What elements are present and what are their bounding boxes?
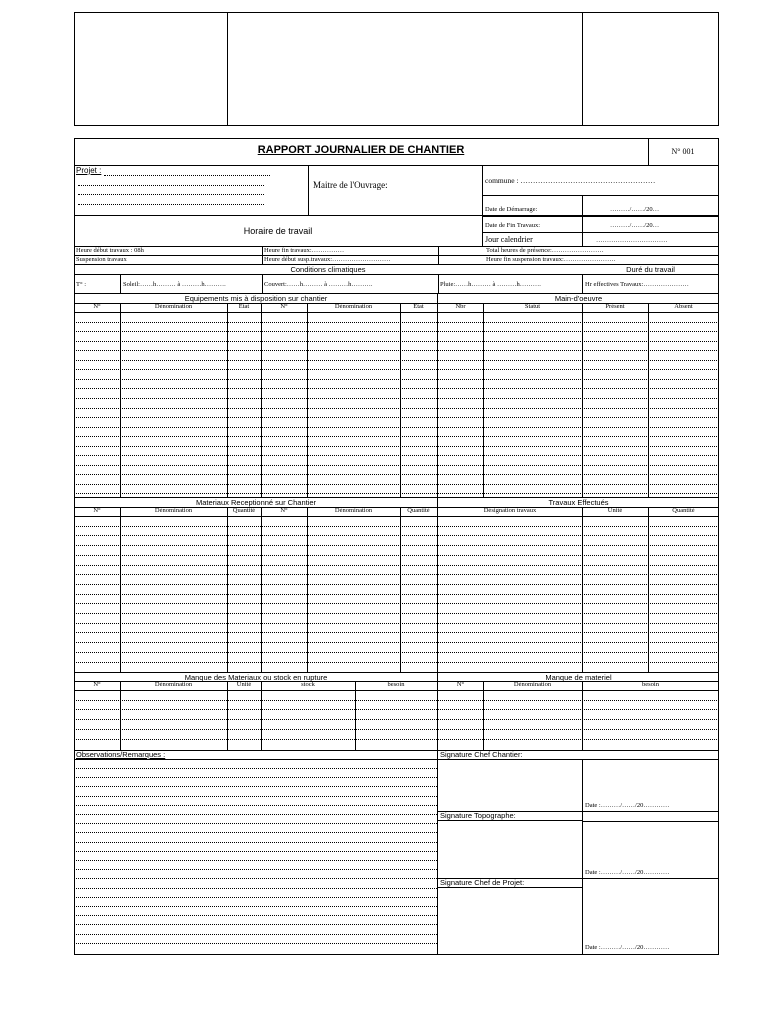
table-row-line xyxy=(74,603,719,604)
letterhead-frame xyxy=(74,12,719,126)
observation-line xyxy=(74,924,437,925)
row-line xyxy=(74,312,719,313)
column-header: N° xyxy=(93,303,101,310)
table-row-line xyxy=(74,331,719,332)
observation-line xyxy=(74,768,437,769)
column-header: Etat xyxy=(413,303,424,310)
table-row-line xyxy=(74,360,719,361)
heure-fin: Heure fin travaux:…………… xyxy=(264,247,345,254)
col-line xyxy=(120,507,121,672)
observation-line xyxy=(74,943,437,944)
hr-effectives: Hr effectives Travaux:………………… xyxy=(585,281,689,288)
table-row-line xyxy=(74,493,719,494)
conditions-climatiques: Conditions climatiques xyxy=(290,265,366,274)
jour-calendrier-value: …………………………… xyxy=(596,237,668,244)
temperature: T° : xyxy=(76,281,87,288)
section-travaux: Travaux Effectués xyxy=(548,498,609,507)
column-header: Dénomination xyxy=(154,507,193,514)
signature-chef-chantier: Signature Chef Chantier: xyxy=(440,750,523,759)
column-header: N° xyxy=(280,303,288,310)
report-title: RAPPORT JOURNALIER DE CHANTIER xyxy=(257,144,465,156)
col-line xyxy=(307,303,308,497)
column-header: Quantité xyxy=(407,507,430,514)
table-row-line xyxy=(74,545,719,546)
projet-line xyxy=(104,175,270,176)
table-row-line xyxy=(74,535,719,536)
projet-line xyxy=(78,204,264,205)
col-line xyxy=(648,507,649,672)
row-line xyxy=(582,821,719,822)
column-header: besoin xyxy=(642,681,659,688)
row-line xyxy=(438,887,582,888)
row-line xyxy=(74,165,719,166)
observation-line xyxy=(74,934,437,935)
col-line xyxy=(308,165,309,215)
horaire-label: Horaire de travail xyxy=(243,226,313,236)
col-line xyxy=(582,759,583,955)
observation-line xyxy=(74,860,437,861)
table-row-line xyxy=(74,446,719,447)
column-header: N° xyxy=(280,507,288,514)
row-line xyxy=(74,516,719,517)
projet-line xyxy=(78,194,264,195)
total-heures: Total heures de présence:…………………… xyxy=(486,247,604,254)
duree-travail: Duré du travail xyxy=(626,265,675,274)
section-equipements: Equipements mis à disposition sur chantier xyxy=(184,294,328,303)
col-line xyxy=(261,507,262,672)
observations-label: Observations/Remarques : xyxy=(76,750,166,759)
col-line xyxy=(262,274,263,293)
suspension: Suspension travaux xyxy=(76,256,127,263)
table-row-line xyxy=(74,613,719,614)
table-row-line xyxy=(74,709,719,710)
observation-line xyxy=(74,878,437,879)
table-row-line xyxy=(74,484,719,485)
col-line xyxy=(482,165,483,246)
row-line xyxy=(74,759,719,760)
table-row-line xyxy=(74,719,719,720)
column-header: N° xyxy=(93,507,101,514)
observation-line xyxy=(74,796,437,797)
table-row-line xyxy=(74,427,719,428)
table-row-line xyxy=(74,700,719,701)
col-line xyxy=(400,507,401,672)
table-row-line xyxy=(74,474,719,475)
col-line xyxy=(582,274,583,293)
table-row-line xyxy=(74,739,719,740)
column-header: Dénomination xyxy=(154,303,193,310)
table-row-line xyxy=(74,623,719,624)
commune-label: commune : ……………………………………………… xyxy=(485,176,656,185)
signature-topographe: Signature Topographe: xyxy=(440,811,516,820)
column-header: N° xyxy=(93,681,101,688)
col-line xyxy=(483,303,484,497)
column-header: Absent xyxy=(674,303,693,310)
date-demarrage-value: ………/……/20… xyxy=(610,206,660,213)
pluie: Pluie:……h……… à ………h………. xyxy=(440,281,541,288)
observation-line xyxy=(74,888,437,889)
center-divider xyxy=(437,293,438,955)
table-row-line xyxy=(74,565,719,566)
col-line xyxy=(648,303,649,497)
projet-label: Projet : xyxy=(76,166,102,175)
table-row-line xyxy=(74,436,719,437)
observation-line xyxy=(74,842,437,843)
row-line xyxy=(482,195,719,196)
date-demarrage-label: Date de Démarrage: xyxy=(485,206,538,213)
table-row-line xyxy=(74,662,719,663)
row-line xyxy=(482,232,719,233)
column-header: Unité xyxy=(607,507,623,514)
observation-line xyxy=(74,851,437,852)
section-manque-stock: Manque des Materiaux ou stock en rupture xyxy=(184,673,328,682)
col-line xyxy=(120,303,121,497)
report-number: N° 001 xyxy=(671,147,695,156)
date-fin-label: Date de Fin Travaux: xyxy=(485,222,541,229)
observation-line xyxy=(74,897,437,898)
observation-line xyxy=(74,906,437,907)
row-line xyxy=(74,255,719,256)
row-line xyxy=(482,216,719,217)
table-row-line xyxy=(74,574,719,575)
col-line xyxy=(307,507,308,672)
letterhead-divider-right xyxy=(582,12,583,126)
table-row-line xyxy=(74,652,719,653)
maitre-ouvrage-label: Maitre de l'Ouvrage: xyxy=(313,180,388,190)
date-signature: Date :………/……/20………… xyxy=(585,944,670,951)
column-header: besoin xyxy=(387,681,405,688)
column-header: Dénomination xyxy=(513,681,552,688)
heure-debut: Heure début travaux : 08h xyxy=(76,247,144,254)
observation-line xyxy=(74,814,437,815)
section-line xyxy=(74,750,719,751)
col-line xyxy=(227,507,228,672)
observation-line xyxy=(74,869,437,870)
table-row-line xyxy=(74,555,719,556)
signature-chef-projet: Signature Chef de Projet: xyxy=(440,878,525,887)
table-row-line xyxy=(74,369,719,370)
date-signature: Date :………/……/20………… xyxy=(585,869,670,876)
couvert: Couvert:……h……… à ………h………. xyxy=(264,281,373,288)
observation-line xyxy=(74,805,437,806)
column-header: Statut xyxy=(524,303,541,310)
jour-calendrier-label: Jour calendrier xyxy=(485,235,533,244)
section-materiaux: Materiaux Receptionné sur Chantier xyxy=(195,498,317,507)
table-row-line xyxy=(74,322,719,323)
col-line xyxy=(582,195,583,246)
column-header: Dénomination xyxy=(334,303,373,310)
column-header: Unité xyxy=(236,681,252,688)
observation-line xyxy=(74,777,437,778)
date-fin-value: ………/……/20… xyxy=(610,222,660,229)
table-row-line xyxy=(74,526,719,527)
column-header: Quantité xyxy=(232,507,256,514)
column-header: stock xyxy=(301,681,315,688)
row-line xyxy=(74,690,719,691)
col-line xyxy=(582,507,583,672)
row-line xyxy=(74,274,719,275)
col-line xyxy=(227,303,228,497)
projet-line xyxy=(78,185,264,186)
heure-fin-susp: Heure fin suspension travaux:…………………… xyxy=(486,256,616,263)
column-header: N° xyxy=(456,681,465,688)
section-manque-materiel: Manque de materiel xyxy=(545,673,612,682)
column-header: Désignation travaux xyxy=(483,507,537,514)
observation-line xyxy=(74,786,437,787)
observation-line xyxy=(74,823,437,824)
col-line xyxy=(400,303,401,497)
table-row-line xyxy=(74,417,719,418)
table-row-line xyxy=(74,632,719,633)
table-row-line xyxy=(74,594,719,595)
table-row-line xyxy=(74,379,719,380)
row-line xyxy=(438,820,582,821)
section-main-oeuvre: Main-d'oeuvre xyxy=(554,294,603,303)
table-row-line xyxy=(74,455,719,456)
column-header: Nbr xyxy=(455,303,466,310)
soleil: Soleil:……h……… à ………h………. xyxy=(123,281,226,288)
table-row-line xyxy=(74,584,719,585)
column-header: Dénomination xyxy=(334,507,373,514)
row-line xyxy=(74,246,719,247)
table-row-line xyxy=(74,408,719,409)
table-row-line xyxy=(74,729,719,730)
column-header: Présent xyxy=(605,303,625,310)
col-line xyxy=(261,303,262,497)
table-row-line xyxy=(74,388,719,389)
col-line xyxy=(582,303,583,497)
letterhead-divider-left xyxy=(227,12,228,126)
date-signature: Date :………/……/20………… xyxy=(585,802,670,809)
observation-line xyxy=(74,832,437,833)
heure-debut-susp: Heure début susp.travaux:……………………… xyxy=(264,256,391,263)
column-header: Quantité xyxy=(672,507,695,514)
column-header: Etat xyxy=(238,303,250,310)
column-header: Dénomination xyxy=(154,681,193,688)
table-row-line xyxy=(74,398,719,399)
table-row-line xyxy=(74,341,719,342)
table-row-line xyxy=(74,465,719,466)
observation-line xyxy=(74,915,437,916)
col-line xyxy=(438,274,439,293)
table-row-line xyxy=(74,350,719,351)
col-line xyxy=(120,274,121,293)
table-row-line xyxy=(74,642,719,643)
